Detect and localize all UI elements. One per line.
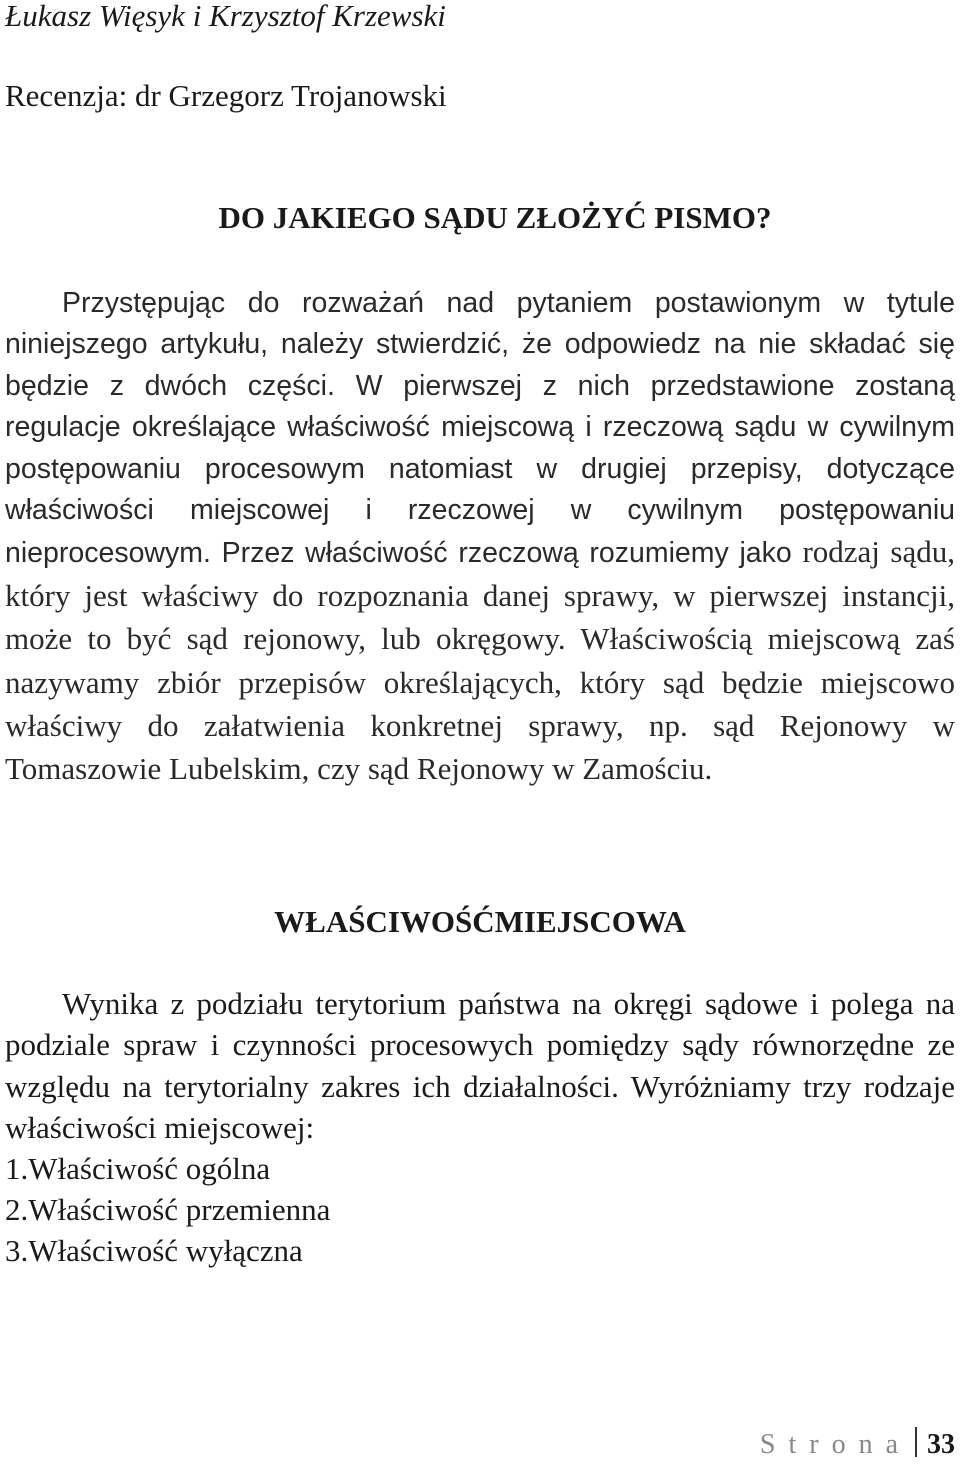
page-footer <box>760 1427 955 1463</box>
page-number: 33 <box>927 1429 955 1460</box>
footer-divider <box>915 1427 917 1457</box>
article-title: DO JAKIEGO SĄDU ZŁOŻYĆ PISMO? <box>218 200 772 235</box>
section-title: WŁAŚCIWOŚĆMIEJSCOWA <box>274 904 686 939</box>
intro-text-serif: rodzaj sądu, który jest właściwy do rozpoznania danej sprawy, w pierwszej instancji, może to być sąd rejonowy, lub okręgowy. Właściwością miejscową zaś nazywamy zbiór przepisów określających, który sąd będzie miejscowo właściwy do załatwienia konkretnej sprawy, np. sąd Rejonowy w Tomaszowie Lubelskim, czy sąd Rejonowy w Zamościu. <box>5 534 956 787</box>
jurisdiction-types-list <box>5 1148 330 1271</box>
authors-line: Łukasz Więsyk i Krzysztof Krzewski <box>5 0 446 33</box>
intro-text-sans: Przystępując do rozważań nad pytaniem postawionym w tytule niniejszego artykułu, należy stwierdzić, że odpowiedz na nie składać się będzie z dwóch części. W pierwszej z nich przedstawione zostaną regulacje określające właściwość miejscową i rzeczową sądu w cywilnym postępowaniu procesowym natomiast w drugiej przepisy, dotyczące właściwości miejscowej i rzeczowej w cywilnym postępowaniu nieprocesowym. Przez właściwość rzeczową rozumiemy jako <box>5 287 955 570</box>
section-text: Wynika z podziału terytorium państwa na okręgi sądowe i polega na podziale spraw i czynności procesowych pomiędzy sądy równorzędne ze względu na terytorialny zakres ich działalności. Wyróżniamy trzy rodzaje właściwości miejscowej: <box>5 986 955 1146</box>
page-label: Strona <box>759 1429 911 1460</box>
section-paragraph <box>5 983 955 1149</box>
intro-paragraph <box>5 283 955 792</box>
list-item: 2.Właściwość przemienna <box>5 1192 331 1227</box>
reviewer-line: Recenzja: dr Grzegorz Trojanowski <box>5 78 447 113</box>
list-item: 3.Właściwość wyłączna <box>5 1233 303 1268</box>
list-item: 1.Właściwość ogólna <box>5 1151 271 1186</box>
